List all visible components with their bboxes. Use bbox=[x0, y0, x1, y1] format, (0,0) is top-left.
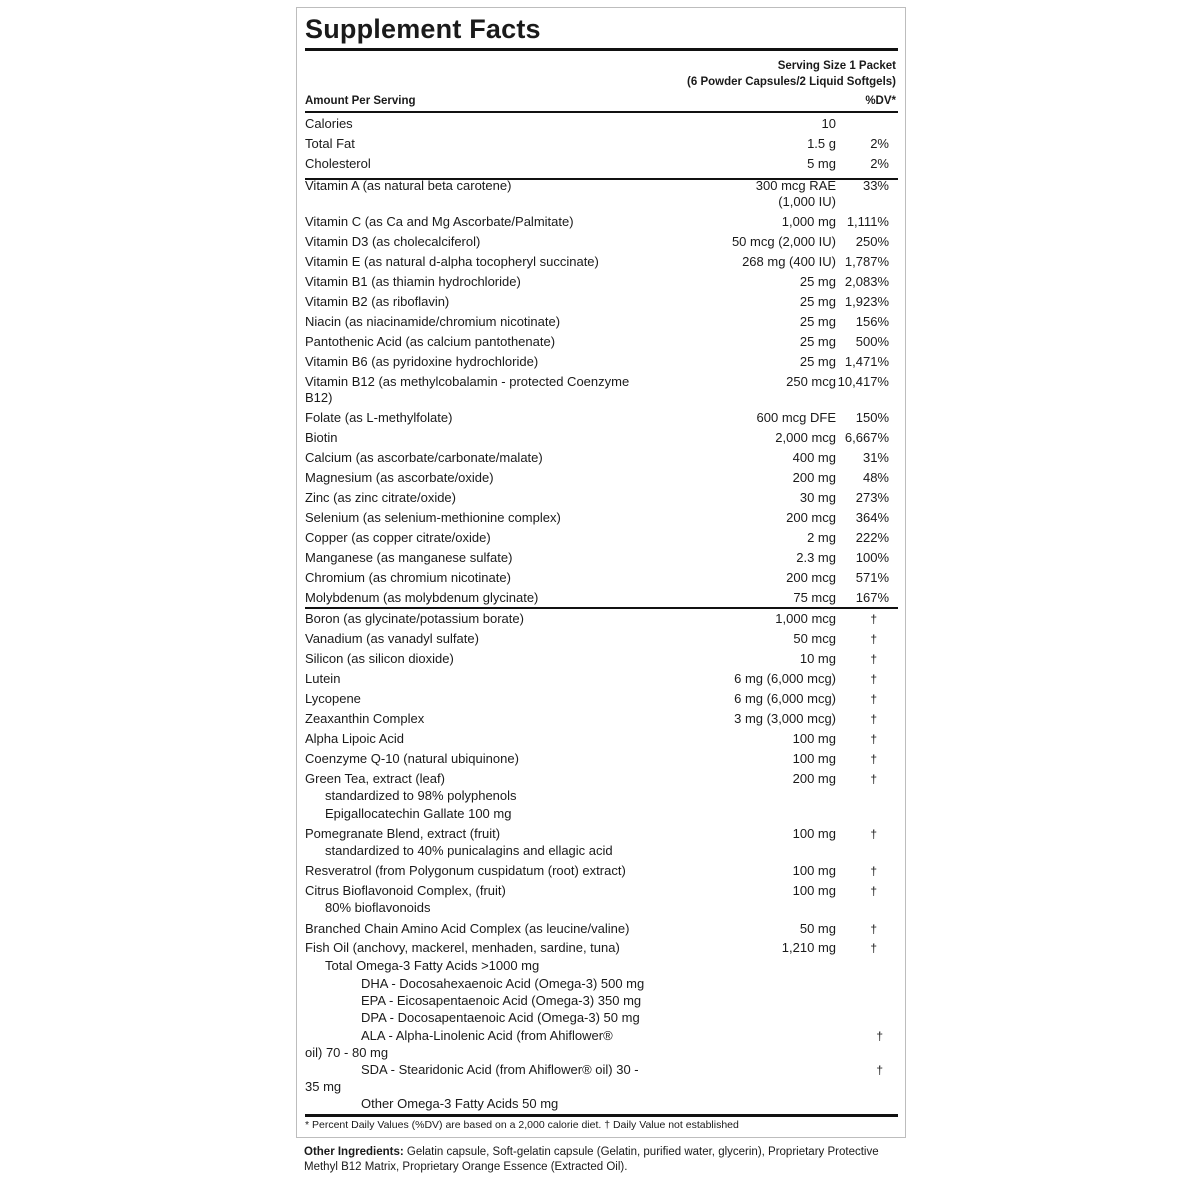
nutrient-amount: 200 mg bbox=[792, 470, 836, 485]
nutrient-dv: 10,417% bbox=[837, 374, 889, 389]
nutrient-name: Magnesium (as ascorbate/oxide) bbox=[305, 470, 494, 485]
nutrient-amount: 1.5 g bbox=[807, 136, 836, 151]
citrus-sub-1: 80% bioflavonoids bbox=[325, 900, 431, 915]
nutrient-dv: 100% bbox=[855, 550, 889, 565]
nutrient-amount: 25 mg bbox=[799, 334, 836, 349]
nutrient-amount: 25 mg bbox=[799, 354, 836, 369]
ingredient-amount: 200 mg bbox=[792, 771, 836, 786]
nutrient-row bbox=[305, 374, 898, 405]
ingredient-amount: 100 mg bbox=[792, 883, 836, 898]
nutrient-dv: 150% bbox=[855, 410, 889, 425]
omega-total-line: Total Omega-3 Fatty Acids >1000 mg bbox=[325, 958, 540, 973]
header-rule bbox=[305, 111, 898, 113]
ingredient-name: Fish Oil (anchovy, mackerel, menhaden, sardine, tuna) bbox=[305, 940, 620, 955]
serving-size-line1: Serving Size 1 Packet bbox=[777, 60, 896, 72]
dagger-symbol: † bbox=[870, 632, 877, 646]
nutrient-amount: 268 mg (400 IU) bbox=[742, 254, 836, 269]
green-tea-sub-1: standardized to 98% polyphenols bbox=[325, 788, 517, 803]
nutrient-name: Selenium (as selenium-methionine complex) bbox=[305, 510, 561, 525]
epa-line: EPA - Eicosapentaenoic Acid (Omega-3) 350 mg bbox=[361, 993, 642, 1008]
nutrient-row bbox=[305, 314, 898, 330]
ingredient-name: Vanadium (as vanadyl sulfate) bbox=[305, 631, 479, 646]
nutrient-dv: 273% bbox=[855, 490, 889, 505]
ingredient-row bbox=[305, 731, 898, 747]
ingredient-name: Zeaxanthin Complex bbox=[305, 711, 425, 726]
nutrient-name: Vitamin B2 (as riboflavin) bbox=[305, 294, 450, 309]
nutrient-amount: 50 mcg (2,000 IU) bbox=[731, 234, 836, 249]
ingredient-row bbox=[305, 631, 898, 647]
nutrient-amount: 300 mcg RAE bbox=[755, 178, 836, 193]
footnote: * Percent Daily Values (%DV) are based on a 2,000 calorie diet. † Daily Value not established bbox=[305, 1119, 739, 1131]
other-ingredients bbox=[304, 1145, 904, 1175]
dagger-symbol: † bbox=[870, 672, 877, 686]
ingredient-row bbox=[305, 691, 898, 707]
nutrient-name: Chromium (as chromium nicotinate) bbox=[305, 570, 511, 585]
nutrient-dv: 6,667% bbox=[844, 430, 889, 445]
nutrient-amount: 25 mg bbox=[799, 314, 836, 329]
nutrient-name: Manganese (as manganese sulfate) bbox=[305, 550, 513, 565]
dagger-symbol: † bbox=[870, 941, 877, 955]
nutrient-dv: 1,111% bbox=[846, 214, 889, 229]
pomegranate-sub-1: standardized to 40% punicalagins and ellagic acid bbox=[325, 843, 613, 858]
nutrient-name: Zinc (as zinc citrate/oxide) bbox=[305, 490, 456, 505]
dagger-symbol: † bbox=[870, 612, 877, 626]
dagger-symbol: † bbox=[870, 712, 877, 726]
dv-header: %DV* bbox=[865, 95, 896, 107]
sda-line-2: 35 mg bbox=[305, 1079, 342, 1094]
nutrient-row bbox=[305, 490, 898, 506]
nutrient-amount: 2,000 mcg bbox=[775, 430, 836, 445]
other-ingredients-label: Other Ingredients: bbox=[304, 1146, 404, 1158]
nutrient-row bbox=[305, 354, 898, 370]
ingredient-amount: 100 mg bbox=[792, 863, 836, 878]
nutrient-dv: 33% bbox=[862, 178, 889, 193]
nutrient-name: Biotin bbox=[305, 430, 338, 445]
dagger-symbol: † bbox=[870, 692, 877, 706]
nutrient-name: Vitamin E (as natural d-alpha tocopheryl succinate) bbox=[305, 254, 599, 269]
ingredient-row bbox=[305, 883, 898, 899]
other-ingredients-text: Gelatin capsule, Soft-gelatin capsule (Gelatin, purified water, glycerin), Proprietary Protective Methyl B12 Matrix, Proprietary Orange Essence (Extracted Oil). bbox=[304, 1146, 879, 1173]
nutrient-row bbox=[305, 550, 898, 566]
ingredient-row bbox=[305, 921, 898, 937]
nutrient-row bbox=[305, 334, 898, 350]
vitamins-rule bbox=[305, 607, 898, 609]
ingredient-amount: 6 mg (6,000 mcg) bbox=[734, 691, 836, 706]
nutrient-row bbox=[305, 234, 898, 250]
nutrient-dv: 156% bbox=[855, 314, 889, 329]
ingredient-name: Silicon (as silicon dioxide) bbox=[305, 651, 454, 666]
nutrient-amount: 5 mg bbox=[807, 156, 836, 171]
nutrient-dv: 2% bbox=[870, 136, 889, 151]
nutrient-dv: 1,923% bbox=[844, 294, 889, 309]
nutrient-name: Vitamin C (as Ca and Mg Ascorbate/Palmitate) bbox=[305, 214, 574, 229]
nutrient-dv: 364% bbox=[855, 510, 889, 525]
nutrient-row bbox=[305, 274, 898, 290]
nutrient-amount: 25 mg bbox=[799, 294, 836, 309]
nutrient-row bbox=[305, 570, 898, 586]
dagger-symbol: † bbox=[870, 827, 877, 841]
ingredient-amount: 50 mg bbox=[799, 921, 836, 936]
nutrient-row bbox=[305, 590, 898, 606]
nutrient-row bbox=[305, 294, 898, 310]
ingredient-name: Pomegranate Blend, extract (fruit) bbox=[305, 826, 501, 841]
ingredient-name: Coenzyme Q-10 (natural ubiquinone) bbox=[305, 751, 519, 766]
ingredient-amount: 100 mg bbox=[792, 751, 836, 766]
ingredient-row bbox=[305, 863, 898, 879]
nutrient-row bbox=[305, 156, 898, 172]
nutrient-amount: 25 mg bbox=[799, 274, 836, 289]
nutrient-row bbox=[305, 214, 898, 230]
nutrient-row bbox=[305, 254, 898, 270]
ingredient-row bbox=[305, 940, 898, 956]
nutrient-dv: 48% bbox=[862, 470, 889, 485]
ala-dagger: † bbox=[876, 1029, 883, 1043]
nutrient-amount: 200 mcg bbox=[786, 570, 836, 585]
ingredient-name: Lycopene bbox=[305, 691, 361, 706]
nutrient-amount: 2 mg bbox=[807, 530, 836, 545]
supplement-facts-panel bbox=[296, 7, 906, 1138]
ingredient-row bbox=[305, 771, 898, 787]
nutrient-name: Vitamin D3 (as cholecalciferol) bbox=[305, 234, 481, 249]
nutrient-row bbox=[305, 178, 898, 209]
nutrient-dv: 167% bbox=[855, 590, 889, 605]
nutrient-amount-cont: (1,000 IU) bbox=[778, 194, 836, 209]
nutrient-amount: 1,000 mg bbox=[781, 214, 836, 229]
ingredient-name: Green Tea, extract (leaf) bbox=[305, 771, 445, 786]
dagger-symbol: † bbox=[870, 772, 877, 786]
nutrient-name-cont: B12) bbox=[305, 390, 333, 405]
nutrient-row bbox=[305, 530, 898, 546]
ingredient-amount: 6 mg (6,000 mcg) bbox=[734, 671, 836, 686]
ingredient-row bbox=[305, 751, 898, 767]
nutrient-name: Vitamin B12 (as methylcobalamin - protected Coenzyme bbox=[305, 374, 630, 389]
ingredient-name: Resveratrol (from Polygonum cuspidatum (root) extract) bbox=[305, 863, 626, 878]
nutrient-row bbox=[305, 410, 898, 426]
nutrient-row bbox=[305, 430, 898, 446]
amount-per-serving-label: Amount Per Serving bbox=[305, 95, 416, 107]
nutrient-name: Cholesterol bbox=[305, 156, 371, 171]
dagger-symbol: † bbox=[870, 864, 877, 878]
nutrient-dv: 1,471% bbox=[844, 354, 889, 369]
ingredient-amount: 100 mg bbox=[792, 731, 836, 746]
nutrient-name: Molybdenum (as molybdenum glycinate) bbox=[305, 590, 539, 605]
dagger-symbol: † bbox=[870, 732, 877, 746]
ingredient-row bbox=[305, 826, 898, 842]
nutrient-amount: 600 mcg DFE bbox=[756, 410, 836, 425]
ingredient-name: Lutein bbox=[305, 671, 341, 686]
nutrient-amount: 30 mg bbox=[799, 490, 836, 505]
ingredient-amount: 50 mcg bbox=[793, 631, 836, 646]
nutrient-name: Niacin (as niacinamide/chromium nicotinate) bbox=[305, 314, 561, 329]
nutrient-name: Calcium (as ascorbate/carbonate/malate) bbox=[305, 450, 543, 465]
nutrient-dv: 222% bbox=[855, 530, 889, 545]
nutrient-row bbox=[305, 470, 898, 486]
nutrient-name: Copper (as copper citrate/oxide) bbox=[305, 530, 491, 545]
sda-dagger: † bbox=[876, 1063, 883, 1077]
bottom-rule bbox=[305, 1114, 898, 1117]
sda-line-1: SDA - Stearidonic Acid (from Ahiflower® oil) 30 - bbox=[361, 1062, 639, 1077]
top-rule bbox=[305, 48, 898, 51]
green-tea-sub-2: Epigallocatechin Gallate 100 mg bbox=[325, 806, 512, 821]
nutrient-name: Calories bbox=[305, 116, 353, 131]
nutrient-dv: 2,083% bbox=[844, 274, 889, 289]
nutrient-amount: 10 bbox=[821, 116, 836, 131]
ingredient-row bbox=[305, 671, 898, 687]
serving-size-line2: (6 Powder Capsules/2 Liquid Softgels) bbox=[687, 76, 896, 88]
dagger-symbol: † bbox=[870, 922, 877, 936]
nutrient-dv: 250% bbox=[855, 234, 889, 249]
ala-line-2: oil) 70 - 80 mg bbox=[305, 1045, 389, 1060]
other-omega-line: Other Omega-3 Fatty Acids 50 mg bbox=[361, 1096, 559, 1111]
nutrient-name: Total Fat bbox=[305, 136, 355, 151]
nutrient-row bbox=[305, 136, 898, 152]
nutrient-row bbox=[305, 510, 898, 526]
dagger-symbol: † bbox=[870, 652, 877, 666]
ingredient-name: Branched Chain Amino Acid Complex (as leucine/valine) bbox=[305, 921, 630, 936]
ala-line-1: ALA - Alpha-Linolenic Acid (from Ahiflower® bbox=[361, 1028, 613, 1043]
ingredient-amount: 1,210 mg bbox=[781, 940, 836, 955]
ingredient-row bbox=[305, 711, 898, 727]
nutrient-name: Vitamin A (as natural beta carotene) bbox=[305, 178, 512, 193]
ingredient-amount: 3 mg (3,000 mcg) bbox=[734, 711, 836, 726]
nutrient-amount: 75 mcg bbox=[793, 590, 836, 605]
dagger-symbol: † bbox=[870, 752, 877, 766]
nutrient-name: Pantothenic Acid (as calcium pantothenate) bbox=[305, 334, 556, 349]
ingredient-name: Boron (as glycinate/potassium borate) bbox=[305, 611, 524, 626]
nutrient-dv: 500% bbox=[855, 334, 889, 349]
dagger-symbol: † bbox=[870, 884, 877, 898]
ingredient-amount: 10 mg bbox=[799, 651, 836, 666]
nutrient-dv: 2% bbox=[870, 156, 889, 171]
nutrient-amount: 250 mcg bbox=[786, 374, 836, 389]
nutrient-amount: 200 mcg bbox=[786, 510, 836, 525]
ingredient-amount: 100 mg bbox=[792, 826, 836, 841]
dha-line: DHA - Docosahexaenoic Acid (Omega-3) 500 mg bbox=[361, 976, 645, 991]
panel-title: Supplement Facts bbox=[305, 14, 541, 44]
nutrient-dv: 31% bbox=[862, 450, 889, 465]
ingredient-row bbox=[305, 651, 898, 667]
nutrient-dv: 1,787% bbox=[844, 254, 889, 269]
ingredient-amount: 1,000 mcg bbox=[775, 611, 836, 626]
ingredient-name: Alpha Lipoic Acid bbox=[305, 731, 405, 746]
nutrient-row bbox=[305, 116, 898, 132]
nutrient-amount: 2.3 mg bbox=[796, 550, 836, 565]
dpa-line: DPA - Docosapentaenoic Acid (Omega-3) 50 mg bbox=[361, 1010, 640, 1025]
nutrient-amount: 400 mg bbox=[792, 450, 836, 465]
nutrient-name: Vitamin B1 (as thiamin hydrochloride) bbox=[305, 274, 521, 289]
ingredient-name: Citrus Bioflavonoid Complex, (fruit) bbox=[305, 883, 506, 898]
nutrient-row bbox=[305, 450, 898, 466]
nutrient-name: Folate (as L-methylfolate) bbox=[305, 410, 453, 425]
nutrient-dv: 571% bbox=[855, 570, 889, 585]
nutrient-name: Vitamin B6 (as pyridoxine hydrochloride) bbox=[305, 354, 539, 369]
ingredient-row bbox=[305, 611, 898, 627]
